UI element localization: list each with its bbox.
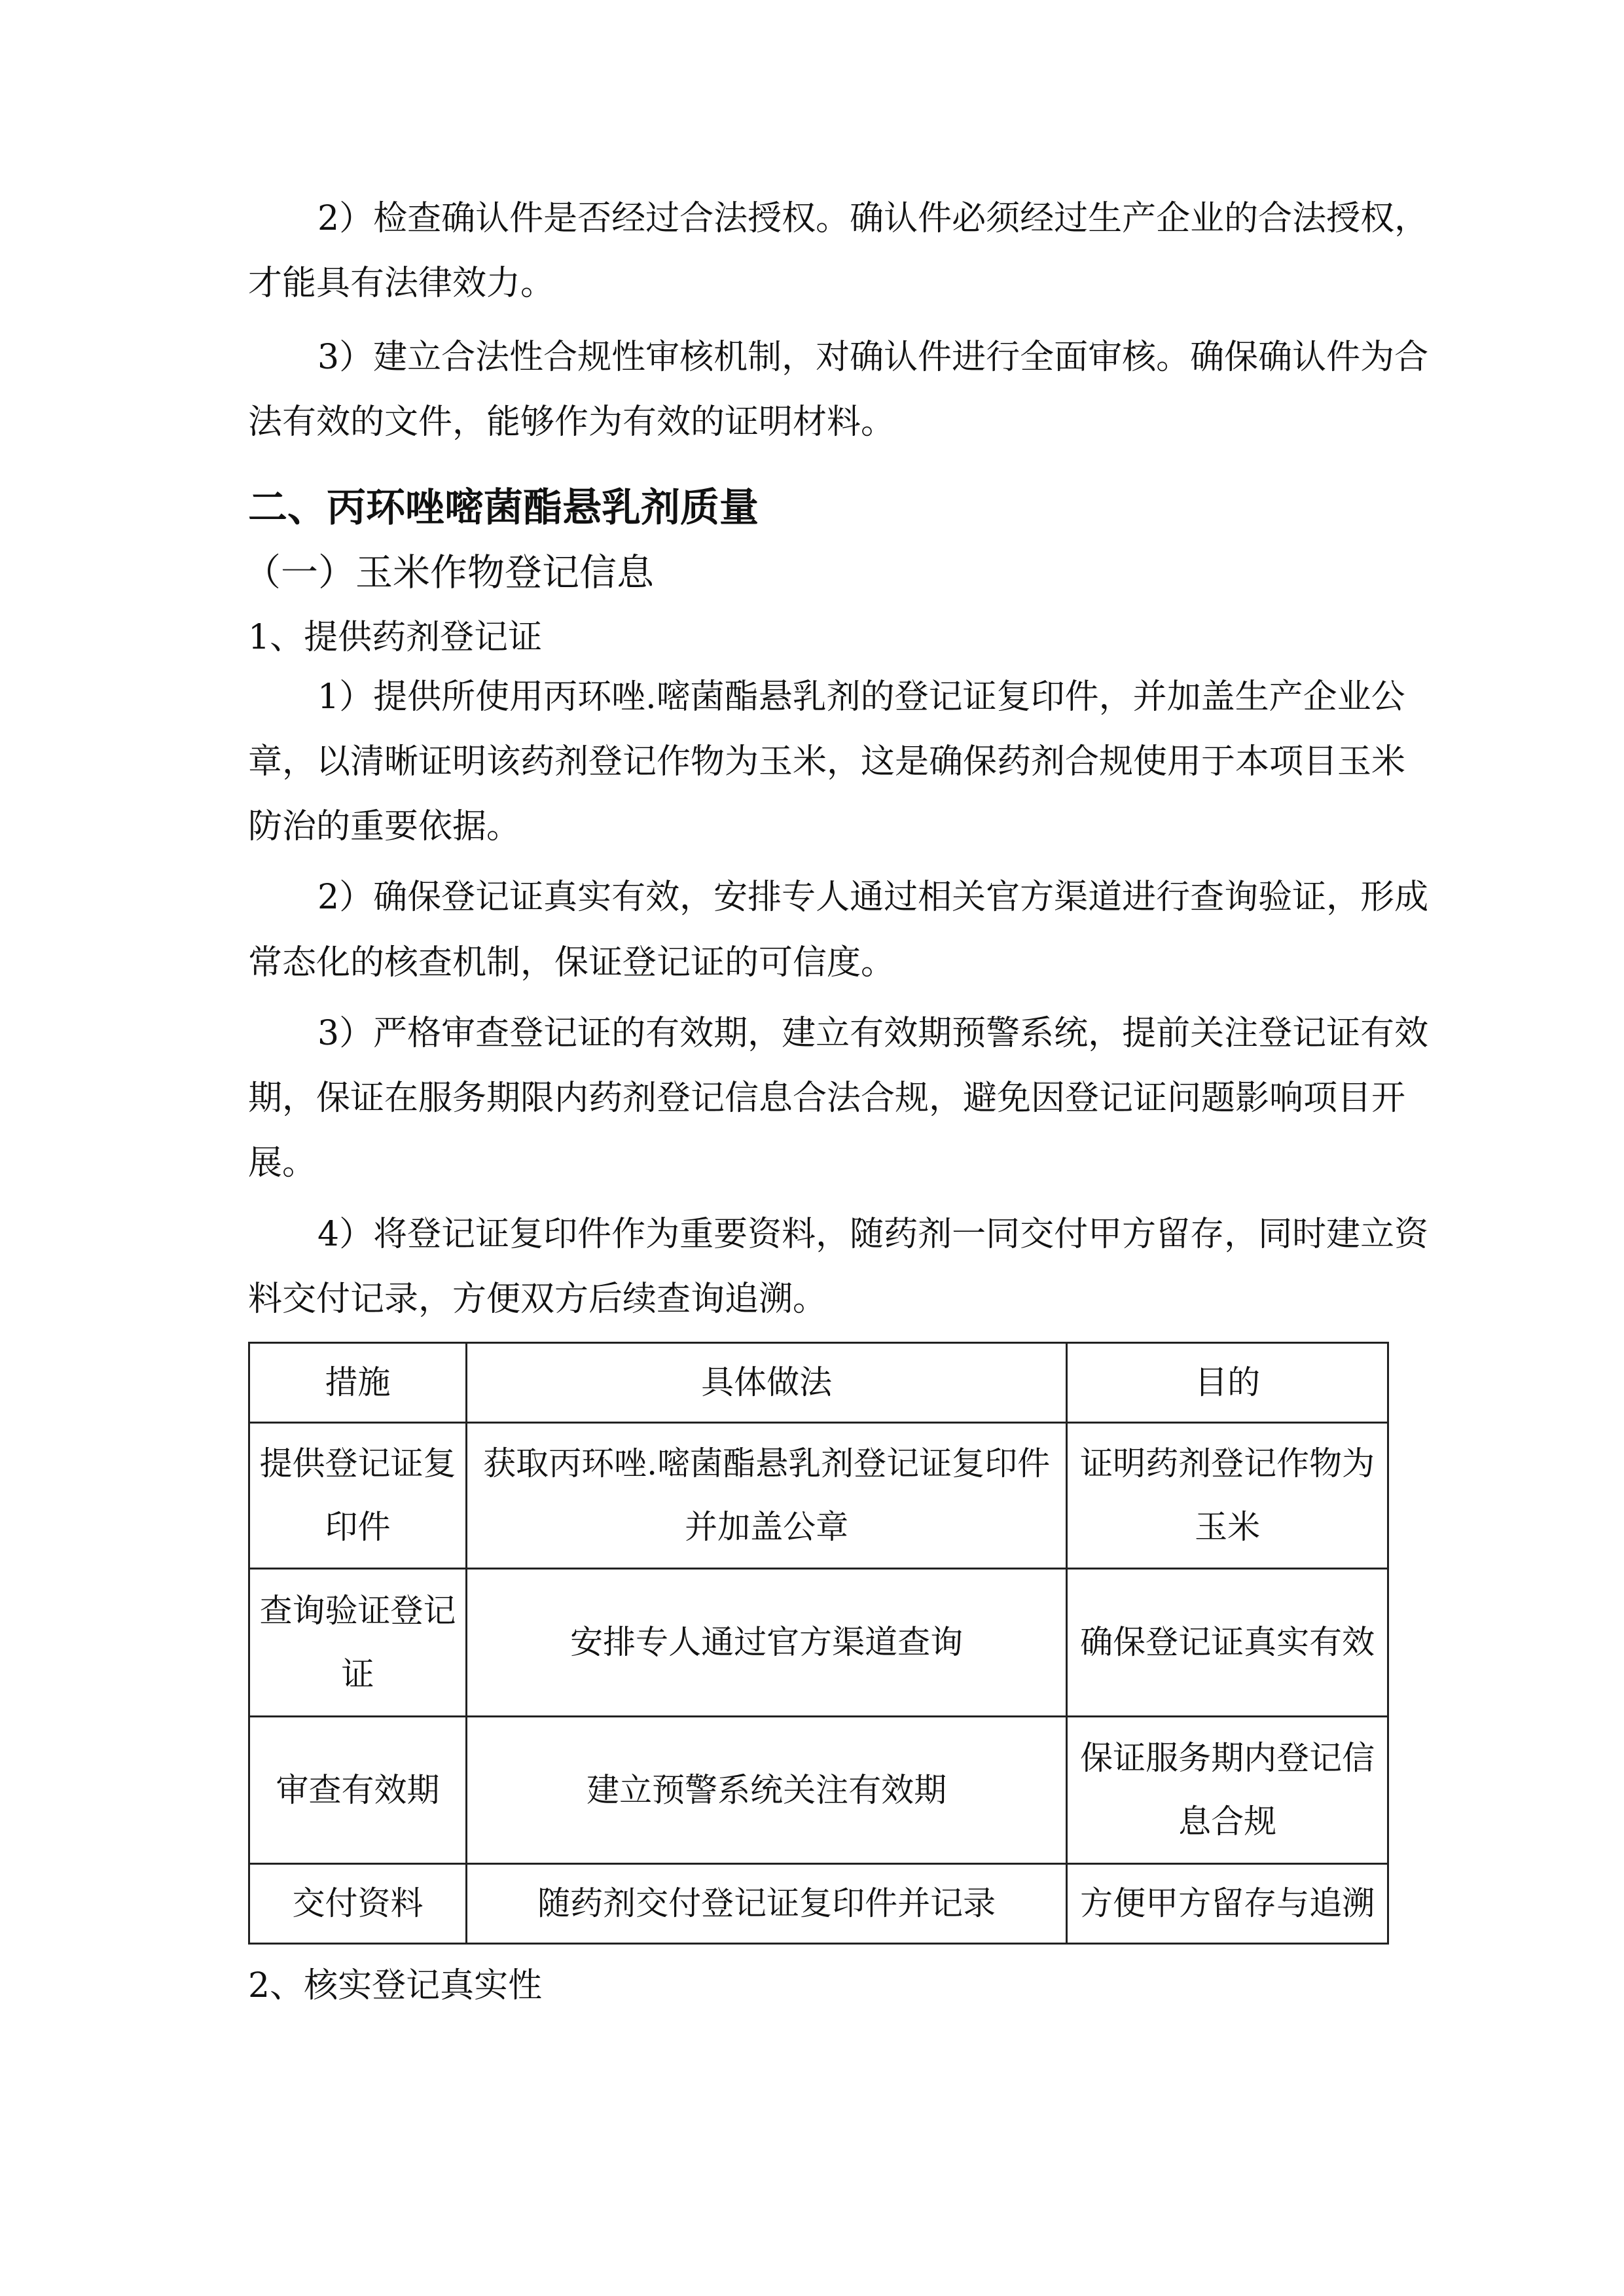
subsection-heading: （一）玉米作物登记信息 <box>244 551 654 594</box>
paragraph-line: 2）检查确认件是否经过合法授权。确认件必须经过生产企业的合法授权， <box>317 199 1429 238</box>
header-cell: 措施 <box>249 1343 467 1423</box>
table-cell: 保证服务期内登记信 息合规 <box>1067 1717 1388 1864</box>
table-cell: 查询验证登记 证 <box>249 1569 467 1717</box>
table-cell: 获取丙环唑.嘧菌酯悬乳剂登记证复印件 并加盖公章 <box>466 1423 1066 1569</box>
header-cell: 具体做法 <box>466 1343 1066 1423</box>
table-cell: 交付资料 <box>249 1864 467 1944</box>
paragraph-line: 3）严格审查登记证的有效期，建立有效期预警系统，提前关注登记证有效 <box>317 1014 1429 1053</box>
table-cell: 安排专人通过官方渠道查询 <box>466 1569 1066 1717</box>
paragraph-line: 展。 <box>248 1143 317 1183</box>
table-header-row <box>249 1343 1388 1423</box>
table-row <box>249 1569 1388 1717</box>
header-cell: 目的 <box>1067 1343 1388 1423</box>
paragraph-line: 法有效的文件，能够作为有效的证明材料。 <box>248 403 895 442</box>
item-heading: 2、核实登记真实性 <box>248 1966 543 2005</box>
table-cell: 建立预警系统关注有效期 <box>466 1717 1066 1864</box>
paragraph-line: 期，保证在服务期限内药剂登记信息合法合规，避免因登记证问题影响项目开 <box>248 1079 1406 1118</box>
paragraph-line: 防治的重要依据。 <box>248 807 521 846</box>
paragraph-line: 常态化的核查机制，保证登记证的可信度。 <box>248 943 895 982</box>
paragraph-line: 3）建立合法性合规性审核机制，对确认件进行全面审核。确保确认件为合 <box>317 338 1429 377</box>
paragraph-line: 章，以清晰证明该药剂登记作物为玉米，这是确保药剂合规使用于本项目玉米 <box>248 742 1406 781</box>
table-cell: 方便甲方留存与追溯 <box>1067 1864 1388 1944</box>
item-heading: 1、提供药剂登记证 <box>248 618 543 657</box>
section-heading: 二、丙环唑嘧菌酯悬乳剂质量 <box>248 485 759 531</box>
paragraph-line: 料交付记录，方便双方后续查询追溯。 <box>248 1280 827 1319</box>
table-cell: 提供登记证复 印件 <box>249 1423 467 1569</box>
table-row <box>249 1717 1388 1864</box>
paragraph-line: 2）确保登记证真实有效，安排专人通过相关官方渠道进行查询验证，形成 <box>317 878 1429 917</box>
table-cell: 证明药剂登记作物为 玉米 <box>1067 1423 1388 1569</box>
paragraph-line: 4）将登记证复印件作为重要资料，随药剂一同交付甲方留存，同时建立资 <box>317 1215 1429 1254</box>
table-cell: 审查有效期 <box>249 1717 467 1864</box>
paragraph-line: 才能具有法律效力。 <box>248 264 555 303</box>
paragraph-line: 1）提供所使用丙环唑.嘧菌酯悬乳剂的登记证复印件，并加盖生产企业公 <box>317 677 1405 717</box>
measures-table <box>248 1342 1389 1945</box>
table-row <box>249 1423 1388 1569</box>
table-cell: 确保登记证真实有效 <box>1067 1569 1388 1717</box>
table-cell: 随药剂交付登记证复印件并记录 <box>466 1864 1066 1944</box>
table-row <box>249 1864 1388 1944</box>
